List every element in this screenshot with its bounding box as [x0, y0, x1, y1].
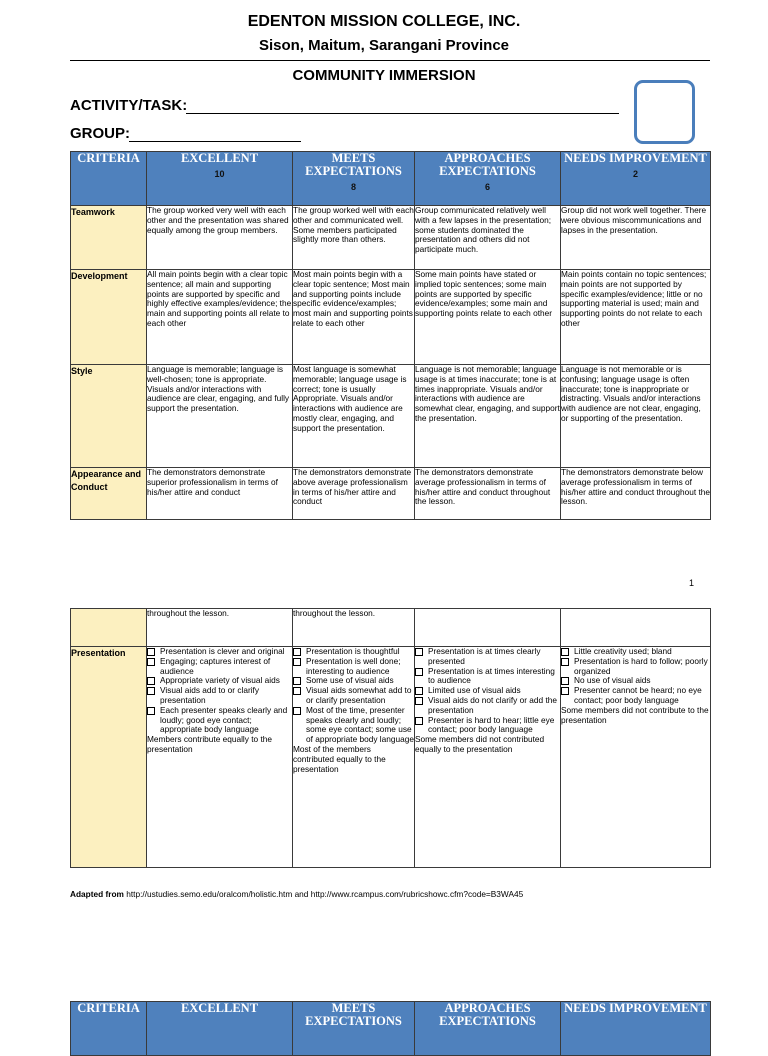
checkbox-icon — [147, 687, 155, 695]
table-row — [71, 206, 711, 270]
column-header-needs: NEEDS IMPROVEMENT — [561, 1002, 711, 1056]
table-row — [71, 270, 711, 365]
checklist — [415, 647, 560, 735]
criterion-presentation: Presentation — [71, 647, 147, 868]
checkbox-icon — [561, 677, 569, 685]
source-attribution — [70, 889, 523, 899]
table-cell: Language is not memorable; language usage is at times inaccurate; tone is at times inappropriate. Visuals and/or interactions with audience are somewhat clear, engaging, and support the presentation. — [415, 365, 561, 468]
checklist — [293, 647, 414, 745]
checkbox-icon — [293, 677, 301, 685]
table-cell: Most main points begin with a clear topic sentence; Most main and supporting points include specific evidence/examples; most main and supporting points relate to each other — [293, 270, 415, 365]
cell-note: Members contribute equally to the presentation — [147, 734, 272, 754]
column-header-criteria: CRITERIA — [71, 1002, 147, 1056]
list-item: Presenter is hard to hear; little eye contact; poor body language — [415, 716, 560, 736]
points-approaches: 6 — [484, 182, 490, 192]
table-cell: Group did not work well together. There were obvious miscommunications and lapses in the presentation. — [561, 206, 711, 270]
table-cell: Some main points have stated or implied topic sentences; some main points are supported by specific evidence/examples; some main and supporting points relate to each other — [415, 270, 561, 365]
checkbox-icon — [293, 707, 301, 715]
table-cell: The group worked very well with each other and the presentation was shared equally among the group members. — [147, 206, 293, 270]
checklist — [147, 647, 292, 735]
checkbox-icon — [561, 687, 569, 695]
column-header-excellent: EXCELLENT 10 — [147, 152, 293, 206]
checkbox-icon — [415, 648, 423, 656]
activity-label: ACTIVITY/TASK: — [70, 97, 188, 114]
page-number: 1 — [689, 578, 695, 588]
list-item: Presentation is thoughtful — [293, 647, 414, 657]
checkbox-icon — [293, 648, 301, 656]
list-item: Presentation is hard to follow; poorly organized — [561, 657, 710, 677]
table-cell — [561, 647, 711, 868]
list-item: Engaging; captures interest of audience — [147, 657, 292, 677]
activity-blank-line — [186, 113, 619, 114]
table-cell: The group worked well with each other and communicated well. Some members participated slightly more than others. — [293, 206, 415, 270]
checkbox-icon — [561, 658, 569, 666]
criterion-development: Development — [71, 270, 147, 365]
checkbox-icon — [415, 717, 423, 725]
table-cell: Language is not memorable or is confusing; language usage is often inaccurate; tone is inappropriate or distracting. Visuals and/or interactions with audience are not clear, engaging, or supporting of the presentation. — [561, 365, 711, 468]
table-cell: Group communicated relatively well with a few lapses in the presentation; some students dominated the presentation and others did not participate much. — [415, 206, 561, 270]
list-item: Most of the time, presenter speaks clearly and loudly; some eye contact; some use of appropriate body language — [293, 706, 414, 745]
column-header-excellent: EXCELLENT — [147, 1002, 293, 1056]
group-blank-line — [129, 141, 301, 142]
table-cell: The demonstrators demonstrate below average professionalism in terms of his/her attire and conduct throughout the lesson. — [561, 468, 711, 520]
cell-note: Some members did not contribute to the presentation — [561, 704, 709, 725]
rubric-table-next-page — [70, 1001, 711, 1056]
rubric-header-row — [71, 1002, 711, 1056]
checkbox-icon — [561, 648, 569, 656]
table-cell: The demonstrators demonstrate average professionalism in terms of his/her attire and conduct throughout the lesson. — [415, 468, 561, 520]
list-item: Appropriate variety of visual aids — [147, 676, 292, 686]
table-cell — [415, 609, 561, 647]
checkbox-icon — [415, 668, 423, 676]
list-item: Visual aids do not clarify or add the presentation — [415, 696, 560, 716]
checkbox-icon — [293, 687, 301, 695]
points-meets: 8 — [350, 182, 356, 192]
list-item: Each presenter speaks clearly and loudly; good eye contact; appropriate body language — [147, 706, 292, 735]
column-header-needs: NEEDS IMPROVEMENT 2 — [561, 152, 711, 206]
list-item: Visual aids somewhat add to or clarify presentation — [293, 686, 414, 706]
list-item: No use of visual aids — [561, 676, 710, 686]
column-header-meets: MEETS EXPECTATIONS 8 — [293, 152, 415, 206]
checkbox-icon — [293, 658, 301, 666]
list-item: Some use of visual aids — [293, 676, 414, 686]
adapted-links: http://ustudies.semo.edu/oralcom/holistic.htm and http://www.rcampus.com/rubricshowc.cfm?code=B3WA45 — [126, 889, 524, 899]
cell-note: Most of the members contributed equally to the presentation — [293, 743, 386, 774]
table-cell: Language is memorable; language is well-chosen; tone is appropriate. Visuals and/or interactions with audience are clear, engaging, and fully support the presentation. — [147, 365, 293, 468]
points-needs: 2 — [632, 169, 638, 179]
list-item: Little creativity used; bland — [561, 647, 710, 657]
cell-note: Some members did not contributed equally to the presentation — [415, 734, 545, 754]
table-cell — [561, 609, 711, 647]
checkbox-icon — [147, 677, 155, 685]
criterion-teamwork: Teamwork — [71, 206, 147, 270]
table-row — [71, 609, 711, 647]
list-item: Visual aids add to or clarify presentation — [147, 686, 292, 706]
group-label: GROUP: — [70, 125, 130, 142]
table-cell — [293, 647, 415, 868]
school-address: Sison, Maitum, Sarangani Province — [258, 37, 510, 54]
criterion-style: Style — [71, 365, 147, 468]
table-cell: The demonstrators demonstrate superior professionalism in terms of his/her attire and conduct — [147, 468, 293, 520]
table-row — [71, 468, 711, 520]
table-cell — [415, 647, 561, 868]
column-header-approaches: APPROACHES EXPECTATIONS — [415, 1002, 561, 1056]
score-box — [634, 80, 695, 144]
checkbox-icon — [415, 697, 423, 705]
table-row — [71, 647, 711, 868]
checkbox-icon — [147, 658, 155, 666]
table-cell: Most language is somewhat memorable; language usage is correct; tone is usually Appropriate. Visuals and/or interactions with audience are mostly clear, engaging, and support the presentation. — [293, 365, 415, 468]
points-excellent: 10 — [214, 169, 225, 179]
column-header-approaches: APPROACHES EXPECTATIONS 6 — [415, 152, 561, 206]
rubric-table-continued — [70, 608, 711, 868]
rubric-table — [70, 151, 711, 520]
school-name: EDENTON MISSION COLLEGE, INC. — [247, 13, 521, 30]
adapted-label: Adapted from — [70, 889, 124, 899]
table-cell — [147, 647, 293, 868]
table-cell: throughout the lesson. — [147, 609, 293, 647]
criterion-continued — [71, 609, 147, 647]
document-title: COMMUNITY IMMERSION — [292, 67, 476, 84]
rubric-header-row — [71, 152, 711, 206]
table-cell: throughout the lesson. — [293, 609, 415, 647]
list-item: Limited use of visual aids — [415, 686, 560, 696]
table-cell: Main points contain no topic sentences; main points are not supported by specific examples/evidence; little or no supporting material is used; main and supporting points do not relate to each other — [561, 270, 711, 365]
checkbox-icon — [415, 687, 423, 695]
table-cell: The demonstrators demonstrate above average professionalism in terms of his/her attire and conduct — [293, 468, 415, 520]
column-header-meets: MEETS EXPECTATIONS — [293, 1002, 415, 1056]
list-item: Presentation is at times interesting to audience — [415, 667, 560, 687]
table-cell: All main points begin with a clear topic sentence; all main and supporting points are supported by specific and highly effective examples/evidence; the main and supporting points all relate to each other — [147, 270, 293, 365]
table-row — [71, 365, 711, 468]
criterion-appearance: Appearance and Conduct — [71, 468, 147, 520]
list-item: Presenter cannot be heard; no eye contact; poor body language — [561, 686, 710, 706]
checkbox-icon — [147, 648, 155, 656]
list-item: Presentation is at times clearly presented — [415, 647, 560, 667]
list-item: Presentation is well done; interesting to audience — [293, 657, 414, 677]
column-header-criteria: CRITERIA — [71, 152, 147, 206]
header-rule — [70, 60, 710, 61]
checkbox-icon — [147, 707, 155, 715]
checklist — [561, 647, 710, 706]
list-item: Presentation is clever and original — [147, 647, 292, 657]
